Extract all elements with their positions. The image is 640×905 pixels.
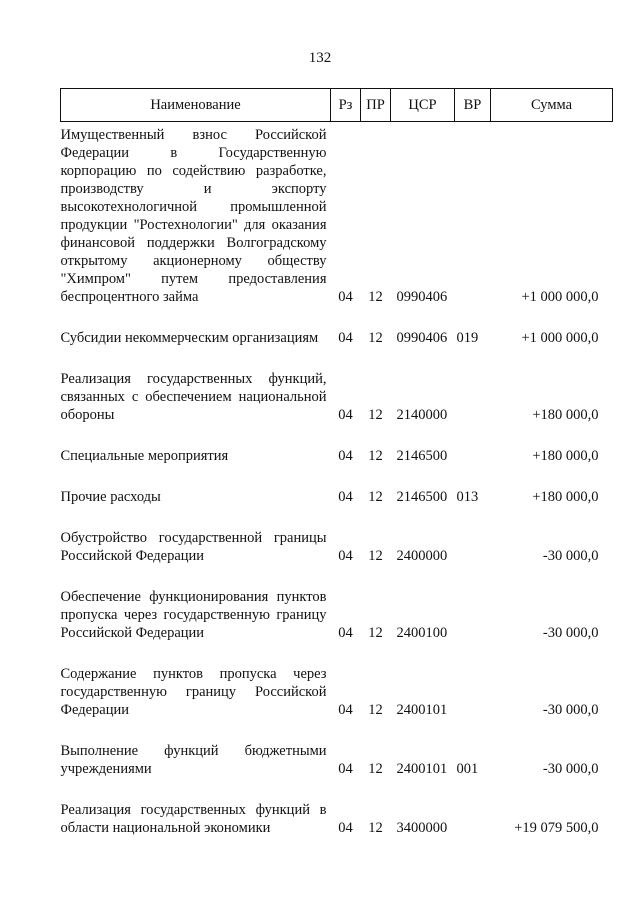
row-sum: +180 000,0	[532, 407, 599, 423]
row-vr: 019	[456, 330, 479, 346]
row-sum: +1 000 000,0	[521, 330, 599, 346]
row-sum: +19 079 500,0	[514, 820, 599, 836]
table-row	[61, 122, 613, 320]
row-sum: -30 000,0	[542, 702, 599, 718]
row-csr: 2146500	[396, 448, 448, 464]
table-row	[61, 578, 613, 655]
row-csr: 2400100	[396, 625, 448, 641]
row-rz: 04	[338, 761, 353, 777]
budget-table-container	[60, 88, 612, 850]
table-row	[61, 732, 613, 791]
row-vr	[455, 360, 491, 437]
row-vr	[455, 122, 491, 320]
row-pr: 12	[368, 489, 383, 505]
row-rz: 04	[338, 702, 353, 718]
row-vr	[455, 519, 491, 578]
table-row	[61, 655, 613, 732]
row-vr	[455, 437, 491, 478]
row-pr: 12	[368, 330, 383, 346]
row-rz: 04	[338, 820, 353, 836]
row-rz: 04	[338, 330, 353, 346]
row-pr: 12	[368, 625, 383, 641]
row-name: Обеспечение функционирования пунктов пропуска через государственную границу Российской Федерации	[60, 589, 327, 641]
row-pr: 12	[368, 702, 383, 718]
row-sum: -30 000,0	[542, 625, 599, 641]
row-csr: 2146500	[396, 489, 448, 505]
header-rz: Рз	[331, 89, 361, 122]
row-name: Реализация государственных функций в области национальной экономики	[60, 802, 327, 836]
row-pr: 12	[368, 289, 383, 305]
table-row	[61, 360, 613, 437]
row-rz: 04	[338, 548, 353, 564]
row-pr: 12	[368, 548, 383, 564]
row-name: Выполнение функций бюджетными учреждениями	[60, 743, 327, 777]
row-sum: -30 000,0	[542, 761, 599, 777]
row-name: Субсидии некоммерческим организациям	[60, 330, 319, 346]
row-pr: 12	[368, 407, 383, 423]
row-rz: 04	[338, 489, 353, 505]
row-rz: 04	[338, 625, 353, 641]
row-csr: 0990406	[396, 289, 448, 305]
row-vr: 013	[456, 489, 479, 505]
header-vr: ВР	[455, 89, 491, 122]
header-csr: ЦСР	[391, 89, 455, 122]
row-vr	[455, 655, 491, 732]
row-rz: 04	[338, 289, 353, 305]
row-sum: +1 000 000,0	[521, 289, 599, 305]
row-vr	[455, 791, 491, 850]
header-name: Наименование	[61, 89, 331, 122]
row-csr: 2140000	[396, 407, 448, 423]
table-row	[61, 791, 613, 850]
row-name: Специальные мероприятия	[60, 448, 229, 464]
row-csr: 3400000	[396, 820, 448, 836]
row-csr: 2400000	[396, 548, 448, 564]
row-vr: 001	[456, 761, 479, 777]
row-name: Содержание пунктов пропуска через государственную границу Российской Федерации	[60, 666, 327, 718]
row-name: Реализация государственных функций, связанных с обеспечением национальной обороны	[60, 371, 327, 423]
row-pr: 12	[368, 448, 383, 464]
row-vr	[455, 578, 491, 655]
page-number: 132	[308, 50, 332, 66]
table-body	[61, 122, 613, 851]
table-row	[61, 437, 613, 478]
row-csr: 2400101	[396, 761, 448, 777]
header-sum: Сумма	[491, 89, 613, 122]
table-row	[61, 319, 613, 360]
row-name: Имущественный взнос Российской Федерации в Государственную корпорацию по содействию разработке, производству и экспорту высокотехнологичной промышленной продукции "Ростехнологии" для оказания финансовой поддержки Волгоградскому открытому акционерному обществу "Химпром" путем предоставления беспроцентного займа	[60, 127, 327, 305]
header-pr: ПР	[361, 89, 391, 122]
row-sum: -30 000,0	[542, 548, 599, 564]
row-rz: 04	[338, 448, 353, 464]
row-rz: 04	[338, 407, 353, 423]
row-name: Прочие расходы	[60, 489, 161, 505]
row-sum: +180 000,0	[532, 489, 599, 505]
row-csr: 2400101	[396, 702, 448, 718]
budget-table	[60, 88, 613, 850]
row-pr: 12	[368, 761, 383, 777]
row-sum: +180 000,0	[532, 448, 599, 464]
row-csr: 0990406	[396, 330, 448, 346]
row-name: Обустройство государственной границы Российской Федерации	[60, 530, 327, 564]
table-row	[61, 478, 613, 519]
table-row	[61, 519, 613, 578]
table-header	[61, 89, 613, 122]
row-pr: 12	[368, 820, 383, 836]
